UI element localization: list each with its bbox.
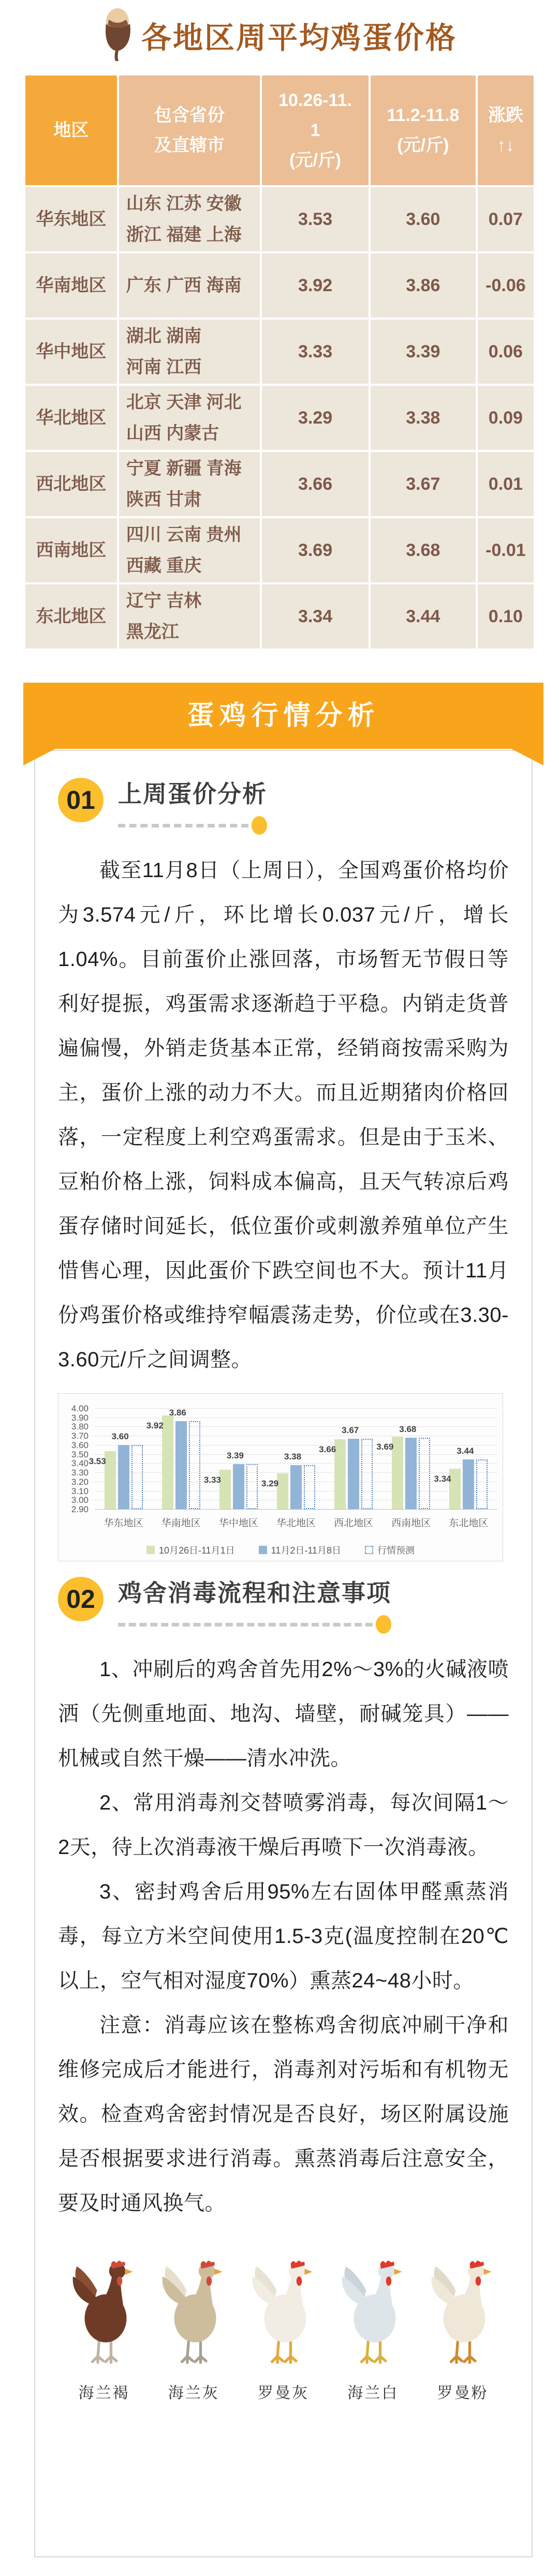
cell-region: 华南地区 — [25, 253, 117, 318]
section-01-title: 上周蛋价分析 — [118, 780, 267, 807]
chart-ytick: 3.90 — [71, 1412, 89, 1423]
bar-forecast — [476, 1459, 488, 1509]
bar-forecast — [189, 1421, 200, 1509]
table-header-week1: 10.26-11. 1 (元/斤) — [262, 76, 369, 185]
section-01-divider — [118, 816, 267, 835]
chart-ytick: 3.10 — [71, 1486, 89, 1496]
body-paragraph: 截至11月8日（上周日），全国鸡蛋价格均价为3.574元/斤，环比增长0.037元/斤，增长1.04%。目前蛋价止涨回落，市场暂无节假日等利好提振，鸡蛋需求逐渐趋于平稳。内销走货普遍偏慢，外销走货基本正常，经销商按需采购为主，蛋价上涨的动力不大。而且近期猪肉价格回落，一定程度上利空鸡蛋需求。但是由于玉米、豆粕价格上涨，饲料成本偏高，且天气转凉后鸡蛋存储时间延长，低位蛋价或刺激养殖单位产生惜售心理，因此蛋价下跌空间也不大。预计11月份鸡蛋价格或维持窄幅震荡走势，价位或在3.30-3.60元/斤之间调整。 — [58, 859, 509, 1371]
chart-ytick: 4.00 — [71, 1404, 89, 1413]
legend-item — [259, 1543, 341, 1557]
body-paragraph: 注意：消毒应该在整栋鸡舍彻底冲刷干净和维修完成后才能进行，消毒剂对污垢和有机物无效。检查鸡舍密封情况是否良好，场区附属设施是否根据要求进行消毒。熏蒸消毒后注意安全，要及时通风换气。 — [58, 2014, 509, 2215]
bar-week2 — [405, 1438, 417, 1509]
section-02-number-badge: 02 — [58, 1577, 104, 1621]
breed-figure — [241, 2258, 327, 2403]
bar-forecast — [131, 1445, 143, 1509]
chart-xlabel: 西南地区 — [391, 1518, 431, 1529]
legend-label: 10月26日-11月1日 — [158, 1545, 235, 1556]
section-02-heading — [58, 1577, 509, 1634]
chart-xlabel: 华中地区 — [218, 1518, 258, 1529]
breed-figure — [330, 2258, 416, 2403]
section-02-title: 鸡舍消毒流程和注意事项 — [118, 1579, 391, 1606]
breed-figure — [61, 2258, 147, 2403]
bar-label-week2: 3.39 — [226, 1451, 244, 1461]
banner-label: 蛋鸡行情分析 — [187, 701, 380, 731]
cell-provinces: 北京 天津 河北 山西 内蒙古 — [119, 386, 260, 450]
cell-provinces: 四川 云南 贵州 西藏 重庆 — [119, 518, 260, 582]
chart-xlabel: 华南地区 — [161, 1518, 201, 1529]
cell-provinces: 广东 广西 海南 — [119, 253, 260, 318]
cell-week1-price: 3.66 — [262, 452, 369, 516]
cell-provinces: 山东 江苏 安徽 浙江 福建 上海 — [119, 187, 260, 251]
cell-week1-price: 3.92 — [262, 253, 369, 318]
breed-figure — [151, 2258, 237, 2403]
chart-ytick: 3.40 — [71, 1458, 89, 1469]
cell-week2-price: 3.60 — [371, 187, 476, 251]
table-header-week2: 11.2-11.8 (元/斤) — [371, 76, 476, 185]
bar-label-week1: 3.29 — [261, 1478, 279, 1488]
bar-week1 — [392, 1437, 403, 1509]
hen-illustration — [334, 2258, 412, 2371]
table-header-change: 涨跌 ↑↓ — [478, 76, 534, 185]
cell-change: 0.07 — [478, 187, 534, 251]
price-table — [23, 73, 536, 651]
bar-week1 — [334, 1439, 346, 1509]
hen-breeds-row — [58, 2258, 509, 2403]
hen-illustration — [245, 2258, 322, 2371]
dotted-line — [118, 824, 248, 827]
legend-swatch — [146, 1546, 155, 1554]
bar-label-week2: 3.38 — [284, 1451, 302, 1462]
hen-illustration — [155, 2258, 232, 2371]
cell-week1-price: 3.69 — [262, 518, 369, 582]
breed-label: 罗曼粉 — [437, 2385, 489, 2402]
legend-item — [365, 1543, 415, 1557]
legend-item — [146, 1543, 235, 1557]
price-table-body — [25, 187, 534, 649]
bar-week2 — [175, 1421, 187, 1509]
chart-gridline — [95, 1463, 497, 1464]
chart-ytick: 3.80 — [71, 1422, 89, 1432]
dotted-line — [118, 1623, 373, 1626]
bar-week1 — [162, 1415, 173, 1509]
bar-forecast — [304, 1465, 315, 1509]
chart-ytick: 3.50 — [71, 1449, 89, 1459]
chart-legend — [58, 1543, 503, 1557]
table-header-provinces: 包含省份 及直辖市 — [119, 76, 260, 185]
cell-week2-price: 3.38 — [371, 386, 476, 450]
bar-label-week1: 3.66 — [319, 1444, 336, 1455]
cell-change: -0.06 — [478, 253, 534, 318]
section-01-number-badge: 01 — [58, 778, 104, 822]
hen-illustration — [424, 2258, 502, 2371]
bar-forecast — [246, 1464, 258, 1509]
breed-label: 罗曼灰 — [258, 2385, 309, 2402]
cell-region: 东北地区 — [25, 584, 117, 649]
bar-label-week1: 3.53 — [89, 1456, 106, 1467]
chart-ytick: 3.60 — [71, 1440, 89, 1450]
bar-label-week2: 3.67 — [342, 1425, 359, 1435]
cell-week2-price: 3.67 — [371, 452, 476, 516]
cell-week2-price: 3.68 — [371, 518, 476, 582]
bar-label-week2: 3.60 — [111, 1431, 129, 1441]
section-02-divider — [118, 1615, 391, 1634]
chart-ytick: 3.20 — [71, 1477, 89, 1487]
banner-ribbon-fold-right — [511, 749, 543, 765]
section-01-heading — [58, 778, 509, 835]
table-row — [25, 452, 534, 516]
table-row — [25, 584, 534, 649]
chart-xlabel: 东北地区 — [449, 1518, 489, 1529]
cell-change: 0.06 — [478, 320, 534, 384]
breed-label: 海兰灰 — [168, 2385, 219, 2402]
content-card — [34, 750, 533, 2557]
cell-region: 华北地区 — [25, 386, 117, 450]
section-banner — [23, 683, 543, 749]
bar-week1 — [277, 1473, 288, 1509]
bar-label-week1: 3.92 — [146, 1421, 164, 1431]
bar-week2 — [290, 1465, 302, 1509]
cell-week2-price: 3.86 — [371, 253, 476, 318]
breed-label: 海兰褐 — [78, 2385, 130, 2402]
hen-illustration — [65, 2258, 143, 2371]
bar-label-week2: 3.68 — [399, 1424, 417, 1434]
chart-ytick: 3.00 — [71, 1495, 89, 1505]
chart-gridline — [95, 1509, 497, 1510]
bar-week2 — [463, 1459, 474, 1509]
legend-label: 行情预测 — [377, 1545, 415, 1556]
body-paragraph: 3、密封鸡舍后用95%左右固体甲醛熏蒸消毒，每立方米空间使用1.5-3克(温度控制在20℃以上，空气相对湿度70%）熏蒸24~48小时。 — [58, 1880, 509, 1992]
table-header-region: 地区 — [25, 76, 117, 185]
cell-provinces: 湖北 湖南 河南 江西 — [119, 320, 260, 384]
bar-label-week1: 3.34 — [434, 1474, 451, 1484]
table-row — [25, 320, 534, 384]
cell-region: 华中地区 — [25, 320, 117, 384]
bar-label-week2: 3.44 — [457, 1446, 474, 1456]
section-01-title-wrap — [118, 779, 267, 835]
cell-change: -0.01 — [478, 518, 534, 582]
table-row — [25, 518, 534, 582]
chart-ytick: 2.90 — [71, 1504, 89, 1514]
body-paragraph: 2、常用消毒剂交替喷雾消毒，每次间隔1～2天，待上次消毒液干燥后再喷下一次消毒液。 — [58, 1791, 509, 1859]
cell-provinces: 辽宁 吉林 黑龙江 — [119, 584, 260, 649]
section-01-paragraphs — [58, 848, 509, 1382]
legend-label: 11月2日-11月8日 — [271, 1545, 342, 1556]
bar-forecast — [419, 1438, 430, 1509]
table-row — [25, 386, 534, 450]
chart-xlabel: 华北地区 — [276, 1518, 316, 1529]
bar-label-week1: 3.69 — [376, 1441, 394, 1452]
cell-region: 西南地区 — [25, 518, 117, 582]
bar-week2 — [233, 1464, 244, 1509]
cell-week1-price: 3.34 — [262, 584, 369, 649]
dot-ornament — [252, 816, 267, 835]
bar-label-week2: 3.86 — [169, 1407, 186, 1418]
legend-swatch — [259, 1546, 267, 1554]
bar-week2 — [118, 1445, 129, 1509]
bar-week2 — [348, 1439, 359, 1510]
legend-swatch — [365, 1546, 373, 1554]
cell-week1-price: 3.33 — [262, 320, 369, 384]
bar-label-week1: 3.33 — [203, 1474, 221, 1485]
bar-week1 — [219, 1470, 231, 1509]
bar-week1 — [105, 1451, 116, 1509]
chart-xlabel: 西北地区 — [334, 1518, 374, 1529]
bar-forecast — [361, 1439, 373, 1510]
banner-ribbon-fold-left — [23, 749, 55, 765]
chart-xlabel: 华东地区 — [104, 1518, 143, 1529]
egg-price-bar-chart — [58, 1393, 503, 1561]
cell-region: 西北地区 — [25, 452, 117, 516]
cell-week2-price: 3.44 — [371, 584, 476, 649]
chart-gridline — [95, 1408, 497, 1409]
breed-label: 海兰白 — [347, 2385, 399, 2402]
cell-provinces: 宁夏 新疆 青海 陕西 甘肃 — [119, 452, 260, 516]
cell-change: 0.09 — [478, 386, 534, 450]
body-paragraph: 1、冲刷后的鸡舍首先用2%～3%的火碱液喷洒（先侧重地面、地沟、墙壁，耐碱笼具）——机械或自然干燥——清水冲洗。 — [58, 1658, 509, 1770]
cell-week1-price: 3.53 — [262, 187, 369, 251]
section-02-paragraphs — [58, 1647, 509, 2225]
dot-ornament — [376, 1615, 391, 1634]
section-02-title-wrap — [118, 1578, 391, 1634]
page-title: 各地区周平均鸡蛋价格 — [141, 21, 457, 55]
cell-region: 华东地区 — [25, 187, 117, 251]
chart-ytick: 3.30 — [71, 1468, 89, 1478]
table-row — [25, 187, 534, 251]
cell-week1-price: 3.29 — [262, 386, 369, 450]
cell-week2-price: 3.39 — [371, 320, 476, 384]
breed-figure — [420, 2258, 506, 2403]
price-table-head — [25, 76, 534, 185]
page-header — [0, 4, 559, 66]
cell-change: 0.10 — [478, 584, 534, 649]
cell-change: 0.01 — [478, 452, 534, 516]
chart-ytick: 3.70 — [71, 1431, 89, 1441]
table-row — [25, 253, 534, 318]
acorn-icon — [102, 7, 134, 64]
